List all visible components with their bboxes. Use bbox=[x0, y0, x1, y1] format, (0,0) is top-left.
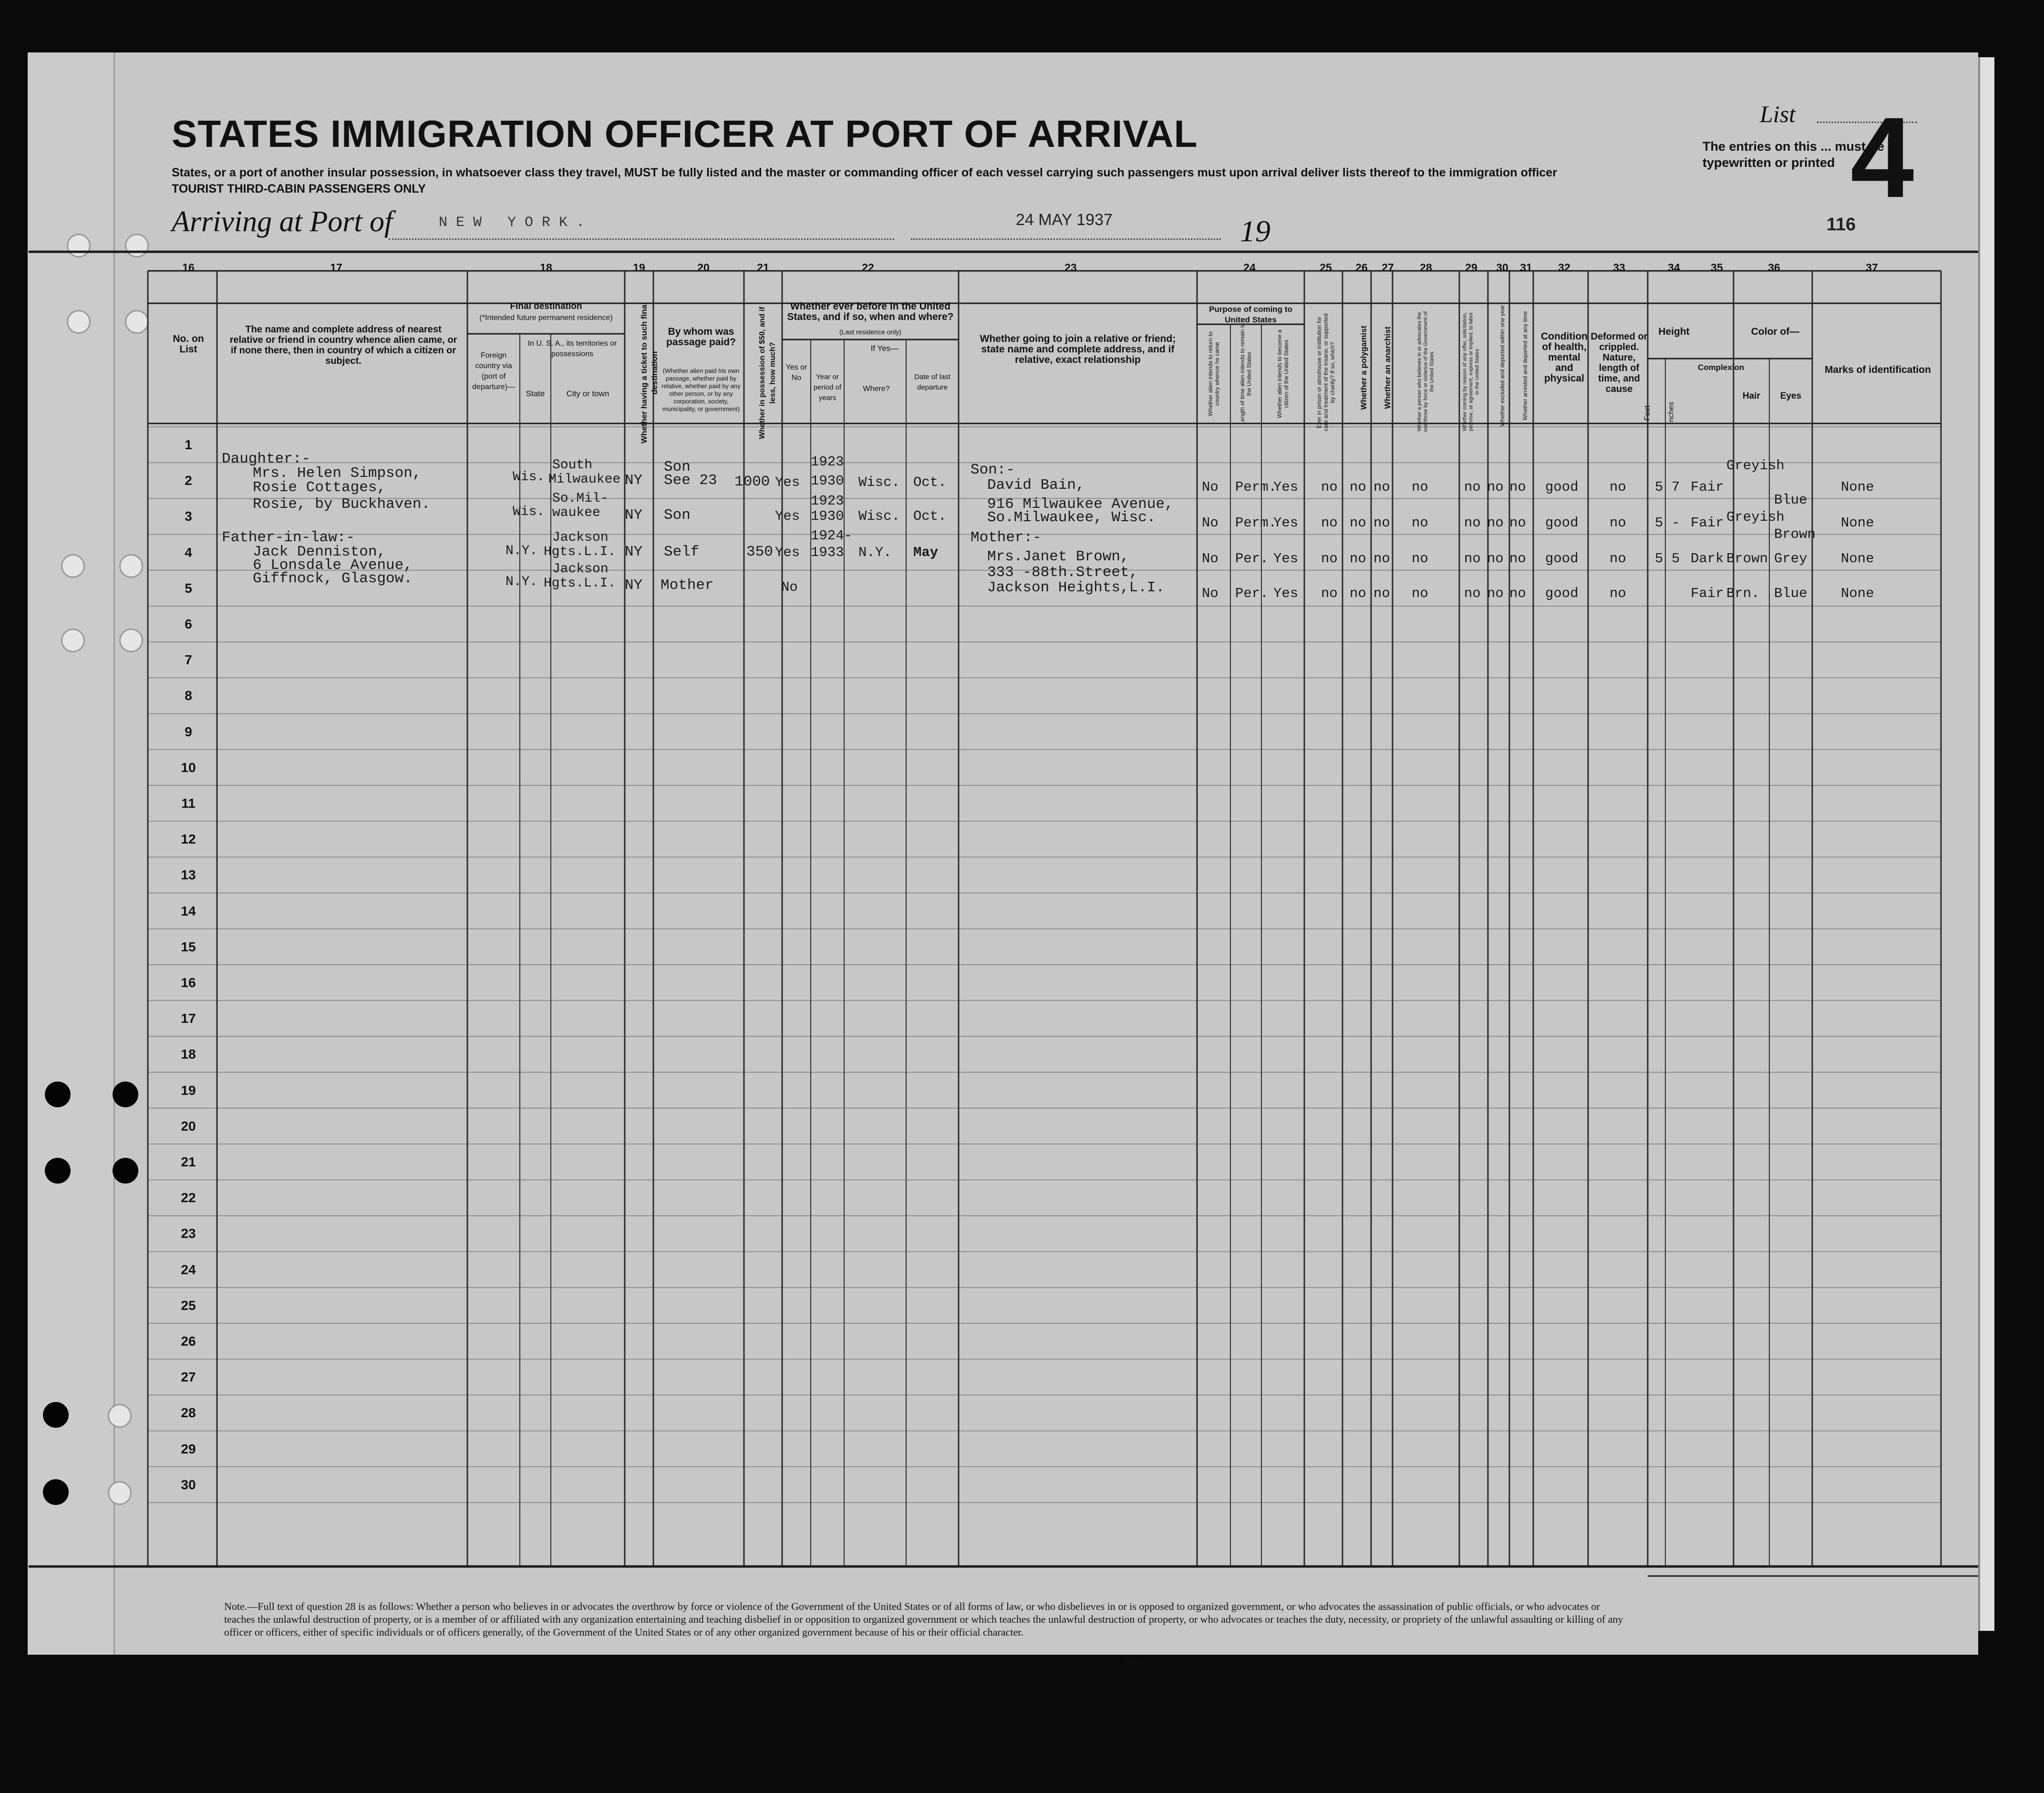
header-before-in-us-sub: (Last residence only) bbox=[839, 328, 901, 336]
row-number: 8 bbox=[185, 688, 192, 703]
col-number: 16 bbox=[182, 261, 195, 274]
paid-by: Self bbox=[664, 544, 700, 560]
header-anarchist: Whether an anarchist bbox=[1383, 326, 1392, 409]
cell-eyes: Grey bbox=[1774, 551, 1807, 567]
header-deformed: Deformed or crippled. Nature, length of time, and cause bbox=[1590, 331, 1648, 394]
col-number: 36 bbox=[1768, 261, 1780, 274]
cell-polygamist: no bbox=[1350, 586, 1366, 601]
row-number: 12 bbox=[181, 832, 196, 847]
list-number: 4 bbox=[1850, 93, 1914, 221]
dest-city: Hgts.L.I. bbox=[544, 545, 616, 559]
paid-by: Mother bbox=[661, 577, 714, 594]
header-become-citizen: Whether alien intends to become a citizen of the United States bbox=[1276, 330, 1290, 418]
col-number: 20 bbox=[697, 261, 710, 274]
row-number: 1 bbox=[185, 437, 192, 452]
cell-citizen: Yes bbox=[1273, 479, 1299, 495]
row-number: 20 bbox=[181, 1118, 196, 1134]
dest-city: Jackson bbox=[552, 530, 609, 545]
cell-q29: no bbox=[1464, 479, 1481, 495]
relative-line: Giffnock, Glasgow. bbox=[253, 570, 413, 587]
before-years: 1924- bbox=[811, 528, 853, 544]
row-number: 11 bbox=[181, 796, 196, 811]
header-q28: Whether a person who believes in or advocates the overthrow by force or violence of the Government of the United States bbox=[1416, 311, 1435, 433]
class-note: TOURIST THIRD-CABIN PASSENGERS ONLY bbox=[172, 182, 426, 196]
relative-line: Rosie Cottages, bbox=[253, 479, 386, 496]
header-final-destination-sub: (*Intended future permanent residence) bbox=[479, 314, 613, 322]
question-28-note: Note.—Full text of question 28 is as follows: Whether a person who believes in or advocates the overthrow by force or violence of the Government of the United States or of all forms of law, or who disbelieves in or is opposed to organized government, or who advocates the assassination of public officials, or who advocates or teaches the unlawful destruction of property, or is a member of or affiliated with any organization entertaining and teaching disbelief in or opposition to organized government or which teaches the unlawful destruction of property, or who advocates or teaches the duty, necessity, or propriety of the unlawful assaulting or killing of any officer or officers, either of specific individuals or of officers generally, of the Government of the United States or of any other organized government because of his or their official character. bbox=[224, 1600, 1623, 1638]
cell-eyes: Blue bbox=[1774, 586, 1807, 601]
cell-complexion: Fair bbox=[1691, 479, 1724, 495]
header-state: State bbox=[526, 389, 545, 398]
cell-complexion: Fair bbox=[1691, 586, 1724, 601]
before-years: 1923 bbox=[811, 493, 844, 509]
relative-line: Father-in-law:- bbox=[222, 529, 355, 546]
join-line: Mrs.Janet Brown, bbox=[987, 548, 1129, 565]
col-number: 33 bbox=[1613, 261, 1625, 274]
join-line: David Bain, bbox=[987, 477, 1085, 494]
row-number: 2 bbox=[185, 473, 192, 488]
cell-eyes: Brown bbox=[1774, 526, 1816, 542]
relative-line: Daughter:- bbox=[222, 451, 311, 467]
dest-city: South bbox=[552, 458, 593, 473]
before-where: Wisc. bbox=[858, 508, 900, 524]
cell-inches: 5 bbox=[1672, 551, 1680, 567]
arrival-date-stamp: 24 MAY 1937 bbox=[1016, 211, 1113, 229]
paid-by: Son bbox=[664, 459, 691, 475]
cell-return: No bbox=[1202, 479, 1218, 495]
paid-by: Son bbox=[664, 507, 691, 524]
col-number: 24 bbox=[1243, 261, 1256, 274]
cell-deformed: no bbox=[1610, 586, 1626, 601]
before-years: 1930 bbox=[811, 473, 844, 489]
col-number: 31 bbox=[1520, 261, 1532, 274]
cell-q31: no bbox=[1509, 551, 1526, 567]
header-q30: Whether excluded and deported within one year bbox=[1499, 305, 1506, 427]
cell-q28: no bbox=[1412, 479, 1428, 495]
join-line: 916 Milwaukee Avenue, bbox=[987, 496, 1174, 513]
header-final-destination: Final destination bbox=[510, 301, 582, 311]
cell-deformed: no bbox=[1610, 479, 1626, 495]
col-number: 26 bbox=[1355, 261, 1368, 274]
header-eyes: Eyes bbox=[1780, 391, 1802, 401]
cell-anarchist: no bbox=[1373, 551, 1390, 567]
header-year: Year or period of years bbox=[813, 373, 842, 402]
dest-state: N.Y. bbox=[506, 544, 538, 558]
header-passage-paid-sub: (Whether alien paid his own passage, whether paid by relative, whether paid by any other person, or by any corporation, society, municipality, or government) bbox=[661, 367, 741, 412]
last-departure: May bbox=[913, 545, 939, 560]
cell-polygamist: no bbox=[1350, 551, 1366, 567]
cell-health: good bbox=[1545, 515, 1579, 531]
cell-complexion: Fair bbox=[1691, 515, 1724, 531]
cell-health: good bbox=[1545, 586, 1579, 601]
instructions-line: States, or a port of another insular possession, in whatsoever class they travel, MUST be fully listed and the master or commanding officer of each vessel carrying such passengers must upon arrival deliver lists thereof to the immigration officer bbox=[172, 166, 1557, 179]
cell-hair: Brown bbox=[1726, 551, 1768, 567]
before-years: 1923 bbox=[811, 454, 844, 470]
list-label: List bbox=[1760, 101, 1796, 127]
cell-q28: no bbox=[1412, 515, 1428, 531]
row-number: 14 bbox=[181, 903, 196, 918]
cell-polygamist: no bbox=[1350, 479, 1366, 495]
last-departure: Oct. bbox=[913, 508, 947, 524]
row-number: 29 bbox=[181, 1441, 196, 1456]
row-number: 7 bbox=[185, 652, 192, 668]
row-number: 6 bbox=[185, 617, 192, 631]
cell-q30: no bbox=[1487, 586, 1504, 601]
header-city: City or town bbox=[566, 389, 609, 398]
cell-citizen: Yes bbox=[1273, 515, 1299, 531]
cell-polygamist: no bbox=[1350, 515, 1366, 531]
col-number: 18 bbox=[540, 261, 552, 274]
header-color-of: Color of— bbox=[1751, 326, 1800, 337]
row-number: 3 bbox=[185, 509, 192, 524]
header-inches: Inches bbox=[1667, 402, 1675, 424]
cell-q31: no bbox=[1509, 515, 1526, 531]
col-number: 21 bbox=[757, 261, 769, 274]
paid-by: See 23 bbox=[664, 472, 717, 489]
col-number: 22 bbox=[862, 261, 874, 274]
page-number: 116 bbox=[1827, 215, 1856, 235]
header-passage-paid: By whom was passage paid? bbox=[666, 326, 736, 348]
dest-city: Hgts.L.I. bbox=[544, 576, 616, 591]
header-before-in-us: Whether ever before in the United States, and if so, when and where? bbox=[787, 301, 954, 322]
cell-q28: no bbox=[1412, 551, 1428, 567]
cell-q31: no bbox=[1509, 479, 1526, 495]
row-number: 22 bbox=[181, 1190, 196, 1206]
before-where: Wisc. bbox=[858, 474, 900, 490]
before-years: 1933 bbox=[811, 545, 844, 560]
col-number: 30 bbox=[1496, 261, 1508, 274]
dest-state: N.Y. bbox=[506, 575, 538, 589]
cell-citizen: Yes bbox=[1273, 586, 1299, 601]
cell-deformed: no bbox=[1610, 515, 1626, 531]
header-q31: Whether arrested and deported at any time bbox=[1522, 311, 1528, 421]
cell-return: No bbox=[1202, 551, 1218, 567]
row-number: 15 bbox=[181, 939, 196, 954]
cell-health: good bbox=[1545, 551, 1579, 567]
cell-return: No bbox=[1202, 586, 1218, 601]
cell-anarchist: no bbox=[1373, 515, 1390, 531]
header-feet: Feet bbox=[1643, 405, 1652, 421]
port-label: Arriving at Port of bbox=[172, 206, 393, 238]
col-number: 23 bbox=[1064, 261, 1077, 274]
cell-q28: no bbox=[1412, 586, 1428, 601]
join-line: 333 -88th.Street, bbox=[987, 564, 1138, 581]
row-number: 16 bbox=[181, 975, 196, 990]
cell-q31: no bbox=[1509, 586, 1526, 601]
cell-complexion: Dark bbox=[1691, 551, 1724, 567]
header-last-departure: Date of last departure bbox=[914, 373, 950, 392]
money-amount: 350 bbox=[746, 544, 773, 560]
cell-health: good bbox=[1545, 479, 1579, 495]
cell-hair: Greyish bbox=[1726, 509, 1785, 525]
col-number: 27 bbox=[1382, 261, 1394, 274]
money-amount: 1000 bbox=[734, 474, 770, 490]
row-number: 23 bbox=[181, 1226, 196, 1241]
cell-feet: 5 bbox=[1655, 551, 1663, 567]
col-number: 17 bbox=[330, 261, 342, 274]
cell-marks: None bbox=[1841, 479, 1874, 495]
header-intends-return: Whether alien intends to return to country whence he came bbox=[1207, 331, 1220, 416]
ticket-destination: NY bbox=[625, 544, 643, 560]
header-relative: The name and complete address of nearest relative or friend in country whence alien came, or if none there, then in country of which a citizen or subject. bbox=[229, 324, 457, 366]
header-polygamist: Whether a polygamist bbox=[1359, 325, 1368, 410]
entries-note: The entries on this ... must be typewritten or printed bbox=[1703, 139, 1885, 170]
row-number: 13 bbox=[181, 867, 196, 883]
before-years: 1930 bbox=[811, 508, 844, 524]
header-money: Whether in possession of $50, and if less, how much? bbox=[758, 307, 777, 439]
header-q29: Whether coming by reason of any offer, solicitation, promise, or agreement, express or implied, to labor in the United States bbox=[1462, 312, 1480, 432]
cell-q30: no bbox=[1487, 551, 1504, 567]
dest-city: So.Mil- bbox=[552, 491, 609, 506]
col-number: 25 bbox=[1320, 261, 1332, 274]
col-number: 29 bbox=[1465, 261, 1477, 274]
cell-marks: None bbox=[1841, 551, 1874, 567]
col-number: 28 bbox=[1420, 261, 1432, 274]
header-height: Height bbox=[1658, 326, 1690, 337]
cell-inches: - bbox=[1672, 515, 1680, 531]
port-value: NEW YORK. bbox=[439, 215, 594, 231]
col-number: 32 bbox=[1558, 261, 1570, 274]
cell-inches: 7 bbox=[1672, 479, 1680, 495]
year-label: 19 bbox=[1240, 214, 1270, 248]
col-number: 37 bbox=[1866, 261, 1878, 274]
row-number: 19 bbox=[181, 1082, 196, 1098]
header-health: Condition of health, mental and physical bbox=[1541, 331, 1588, 384]
cell-length: Perm. bbox=[1235, 479, 1277, 495]
before-yes-no: Yes bbox=[775, 508, 800, 524]
col-number: 19 bbox=[633, 261, 645, 274]
header-yes-no: Yes or No bbox=[785, 363, 807, 382]
cell-deformed: no bbox=[1610, 551, 1626, 567]
form-number: 14—430 bbox=[1121, 1659, 1146, 1666]
header-prison: Ever in prison or almshouse or institution for care and treatment of the insane, or supported by charity? If so, which? bbox=[1316, 313, 1336, 432]
cell-q30: no bbox=[1487, 515, 1504, 531]
join-line: Mother:- bbox=[970, 529, 1042, 546]
cell-anarchist: no bbox=[1373, 479, 1390, 495]
row-number: 30 bbox=[181, 1477, 196, 1492]
cell-hair: Brn. bbox=[1726, 586, 1760, 601]
cell-marks: None bbox=[1841, 515, 1874, 531]
relative-line: Rosie, by Buckhaven. bbox=[253, 496, 431, 513]
header-if-yes: If Yes— bbox=[870, 344, 899, 353]
cell-citizen: Yes bbox=[1273, 551, 1299, 567]
cell-marks: None bbox=[1841, 586, 1874, 601]
header-join-relative: Whether going to join a relative or friend; state name and complete address, and if relative, exact relationship bbox=[980, 333, 1176, 365]
cell-prison: no bbox=[1321, 586, 1338, 601]
cell-feet: 5 bbox=[1655, 515, 1663, 531]
row-number: 21 bbox=[181, 1154, 196, 1169]
before-yes-no: No bbox=[781, 579, 798, 595]
row-number: 26 bbox=[181, 1334, 196, 1349]
header-complexion: Complexion bbox=[1698, 363, 1745, 372]
row-number: 10 bbox=[181, 760, 196, 775]
row-number: 27 bbox=[181, 1370, 196, 1385]
before-yes-no: Yes bbox=[775, 545, 800, 560]
relative-line: Jack Denniston, bbox=[253, 544, 386, 560]
before-where: N.Y. bbox=[858, 545, 892, 560]
cell-prison: no bbox=[1321, 515, 1338, 531]
cell-length: Per. bbox=[1235, 586, 1269, 601]
page-title: STATES IMMIGRATION OFFICER AT PORT OF ARRIVAL bbox=[172, 113, 1198, 155]
row-number: 24 bbox=[181, 1262, 196, 1277]
ticket-destination: NY bbox=[625, 472, 643, 489]
header-list-no: No. on List bbox=[173, 333, 204, 355]
dest-city: Milwaukee bbox=[548, 472, 621, 487]
last-departure: Oct. bbox=[913, 474, 947, 490]
join-line: Jackson Heights,L.I. bbox=[987, 579, 1165, 596]
header-purpose: Purpose of coming to United States bbox=[1209, 305, 1292, 324]
header-where: Where? bbox=[863, 385, 890, 393]
cell-q29: no bbox=[1464, 515, 1481, 531]
cell-length: Per. bbox=[1235, 551, 1269, 567]
col-number: 34 bbox=[1668, 261, 1680, 274]
header-ticket: Whether having a ticket to such final destination bbox=[640, 302, 659, 443]
cell-q29: no bbox=[1464, 586, 1481, 601]
ticket-destination: NY bbox=[625, 507, 643, 524]
dest-state: Wis. bbox=[513, 470, 545, 484]
cell-return: No bbox=[1202, 515, 1218, 531]
dest-city: Jackson bbox=[552, 562, 609, 577]
cell-hair: Greyish bbox=[1726, 458, 1785, 474]
header-usa: In U. S. A., its territories or possessions bbox=[527, 340, 617, 358]
col-number: 35 bbox=[1711, 261, 1723, 274]
before-yes-no: Yes bbox=[775, 474, 800, 490]
relative-line: 6 Lonsdale Avenue, bbox=[253, 557, 413, 574]
header-marks: Marks of identification bbox=[1825, 364, 1931, 375]
cell-feet: 5 bbox=[1655, 479, 1663, 495]
row-number: 17 bbox=[181, 1011, 196, 1026]
dest-state: Wis. bbox=[513, 505, 545, 519]
row-number: 25 bbox=[181, 1298, 196, 1313]
join-line: Son:- bbox=[970, 462, 1015, 478]
ticket-destination: NY bbox=[625, 577, 643, 594]
row-number: 18 bbox=[181, 1047, 196, 1062]
cell-prison: no bbox=[1321, 479, 1338, 495]
header-length-stay: Length of time alien intends to remain in the United States bbox=[1239, 323, 1252, 425]
row-number: 4 bbox=[185, 545, 192, 560]
dest-city: waukee bbox=[552, 505, 600, 520]
row-number: 28 bbox=[181, 1405, 196, 1421]
cell-length: Perm. bbox=[1235, 515, 1277, 531]
relative-line: Mrs. Helen Simpson, bbox=[253, 465, 422, 482]
header-foreign-country: Foreign country via (port of departure)— bbox=[472, 351, 515, 391]
cell-prison: no bbox=[1321, 551, 1338, 567]
row-number: 5 bbox=[185, 580, 192, 596]
cell-q30: no bbox=[1487, 479, 1504, 495]
cell-anarchist: no bbox=[1373, 586, 1390, 601]
row-number: 9 bbox=[185, 724, 192, 739]
join-line: So.Milwaukee, Wisc. bbox=[987, 509, 1156, 526]
header-hair: Hair bbox=[1743, 391, 1760, 401]
cell-q29: no bbox=[1464, 551, 1481, 567]
cell-eyes: Blue bbox=[1774, 492, 1807, 508]
